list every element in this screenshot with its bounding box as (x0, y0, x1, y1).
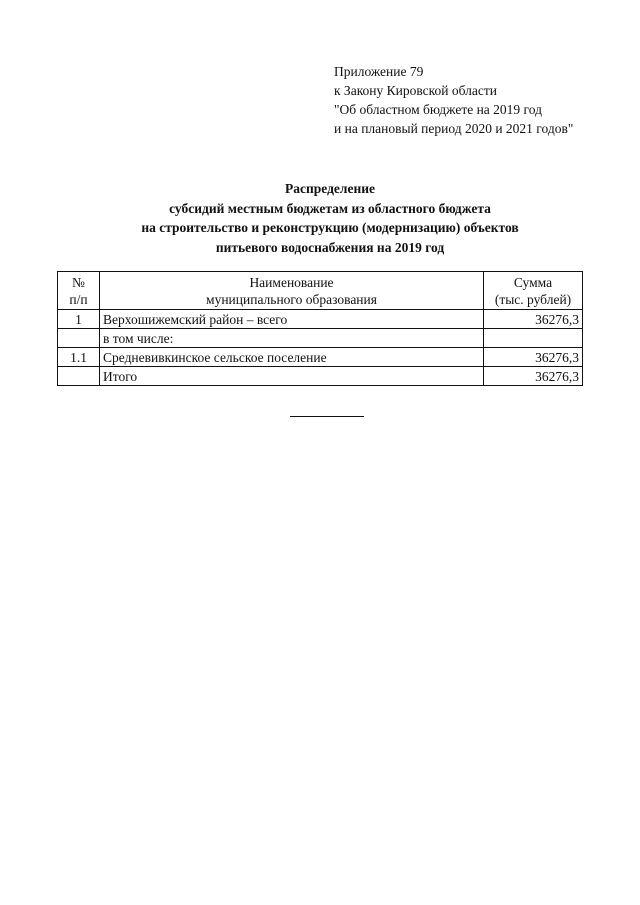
row-name: Средневивкинское сельское поселение (100, 348, 484, 367)
appendix-line-2: к Закону Кировской области (334, 83, 498, 98)
row-name: Верхошижемский район – всего (100, 310, 484, 329)
header-sum (484, 272, 583, 310)
appendix-line-4: и на плановый период 2020 и 2021 годов" (334, 121, 574, 136)
row-number (58, 367, 100, 386)
row-number (58, 329, 100, 348)
header-name-line-1: Наименование (249, 275, 334, 290)
header-name (100, 272, 484, 310)
header-number-line-2: п/п (69, 292, 88, 307)
title-line-3: на строительство и реконструкцию (модернизацию) объектов (141, 220, 519, 235)
row-name: Итого (100, 367, 484, 386)
header-number-line-1: № (72, 275, 85, 290)
row-sum (484, 329, 583, 348)
table-row (58, 329, 583, 348)
header-name-line-2: муниципального образования (206, 292, 377, 307)
title-line-2: субсидий местным бюджетам из областного бюджета (169, 200, 491, 216)
table-row (58, 367, 583, 386)
appendix-line-1: Приложение 79 (334, 64, 424, 79)
appendix-line-3: "Об областном бюджете на 2019 год (334, 102, 542, 117)
row-sum: 36276,3 (484, 367, 583, 386)
row-name: в том числе: (100, 329, 484, 348)
table-row (58, 348, 583, 367)
title-line-1: Распределение (284, 181, 376, 196)
distribution-table (57, 271, 583, 386)
header-row (58, 272, 583, 310)
row-sum: 36276,3 (484, 348, 583, 367)
closing-rule (290, 416, 364, 417)
table-row (58, 310, 583, 329)
row-sum: 36276,3 (484, 310, 583, 329)
header-number (58, 272, 100, 310)
row-number: 1 (58, 310, 100, 329)
document-title (40, 179, 620, 257)
appendix-note (334, 62, 573, 138)
table-body (58, 310, 583, 386)
header-sum-line-2: (тыс. рублей) (494, 292, 572, 307)
title-line-4: питьевого водоснабжения на 2019 год (215, 239, 445, 255)
header-sum-line-1: Сумма (513, 275, 553, 290)
row-number: 1.1 (58, 348, 100, 367)
table-header (58, 272, 583, 310)
